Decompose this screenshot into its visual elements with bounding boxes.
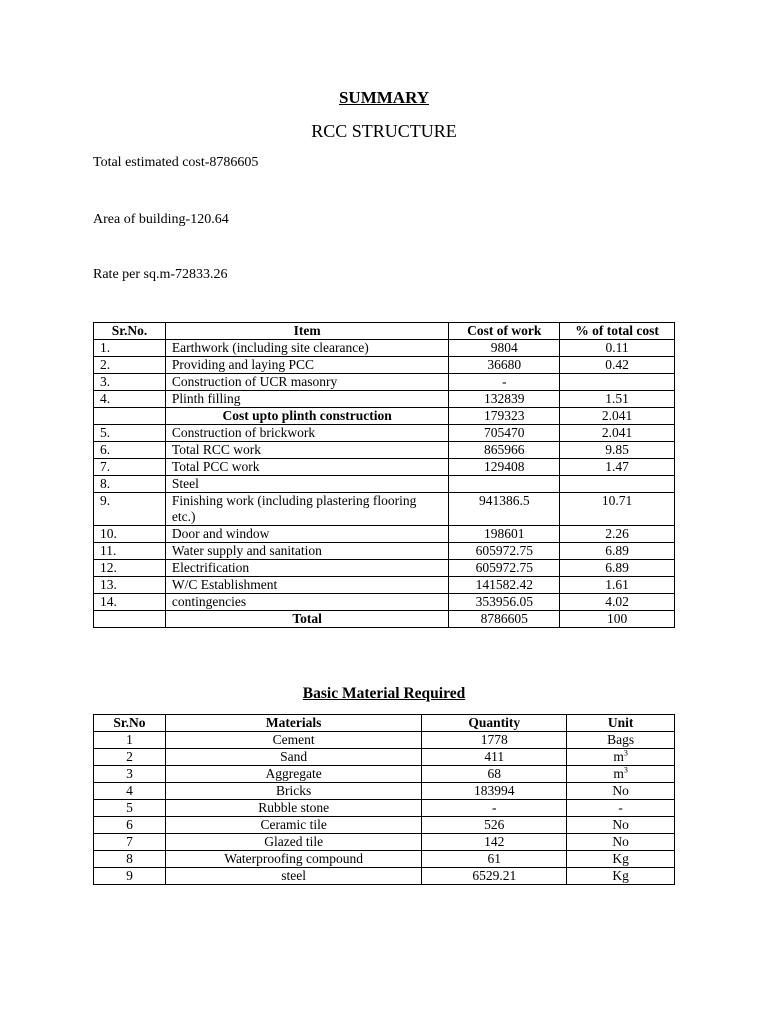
column-header: Cost of work	[449, 323, 560, 340]
sr-no-cell: 8.	[94, 476, 166, 493]
percent-cell: 6.89	[560, 543, 675, 560]
percent-cell: 10.71	[560, 493, 675, 526]
material-table	[93, 714, 675, 885]
material-cell: Bricks	[165, 783, 422, 800]
cost-cell: 605972.75	[449, 560, 560, 577]
table-header-row	[94, 323, 675, 340]
table-row	[94, 577, 675, 594]
item-cell: Earthwork (including site clearance)	[165, 340, 448, 357]
percent-cell: 9.85	[560, 442, 675, 459]
cost-cell: 9804	[449, 340, 560, 357]
unit-cell	[567, 851, 675, 868]
table-row	[94, 611, 675, 628]
cost-cell: 36680	[449, 357, 560, 374]
percent-cell: 0.11	[560, 340, 675, 357]
item-cell: Construction of brickwork	[165, 425, 448, 442]
table-row	[94, 340, 675, 357]
sr-no-cell: 6.	[94, 442, 166, 459]
unit-superscript: 3	[623, 748, 628, 758]
sr-no-cell	[94, 408, 166, 425]
item-cell: W/C Establishment	[165, 577, 448, 594]
sr-no-cell: 14.	[94, 594, 166, 611]
item-cell: Total	[165, 611, 448, 628]
item-cell: Cost upto plinth construction	[165, 408, 448, 425]
quantity-cell: 61	[422, 851, 567, 868]
quantity-cell: 68	[422, 766, 567, 783]
material-section-title: Basic Material Required	[302, 685, 466, 702]
sr-no-cell: 1.	[94, 340, 166, 357]
sr-no-cell: 2.	[94, 357, 166, 374]
cost-cell: 132839	[449, 391, 560, 408]
material-cell: Glazed tile	[165, 834, 422, 851]
unit-cell	[567, 783, 675, 800]
table-row	[94, 868, 675, 885]
sr-no-cell: 1	[94, 732, 166, 749]
item-cell: Plinth filling	[165, 391, 448, 408]
unit-superscript: 3	[623, 765, 628, 775]
table-row	[94, 408, 675, 425]
unit-cell	[567, 834, 675, 851]
percent-cell: 1.47	[560, 459, 675, 476]
table-row	[94, 560, 675, 577]
percent-cell: 4.02	[560, 594, 675, 611]
sr-no-cell: 11.	[94, 543, 166, 560]
sr-no-cell: 6	[94, 817, 166, 834]
table-row	[94, 442, 675, 459]
percent-cell: 1.51	[560, 391, 675, 408]
cost-cell: 8786605	[449, 611, 560, 628]
sr-no-cell: 7.	[94, 459, 166, 476]
sr-no-cell: 4	[94, 783, 166, 800]
item-cell: Steel	[165, 476, 448, 493]
material-cell: Waterproofing compound	[165, 851, 422, 868]
sr-no-cell: 13.	[94, 577, 166, 594]
unit-text: Bags	[607, 732, 635, 747]
percent-cell	[560, 476, 675, 493]
sr-no-cell: 4.	[94, 391, 166, 408]
material-cell: Rubble stone	[165, 800, 422, 817]
percent-cell: 100	[560, 611, 675, 628]
building-area-text: Area of building-120.64	[93, 212, 229, 227]
table-row	[94, 834, 675, 851]
unit-text: No	[612, 817, 629, 832]
column-header: Sr.No.	[94, 323, 166, 340]
cost-cell: 865966	[449, 442, 560, 459]
table-row	[94, 594, 675, 611]
table-row	[94, 459, 675, 476]
table-row	[94, 851, 675, 868]
unit-text: m	[613, 766, 624, 781]
page-title: SUMMARY	[338, 88, 430, 107]
percent-cell: 2.041	[560, 425, 675, 442]
item-cell: contingencies	[165, 594, 448, 611]
unit-cell	[567, 749, 675, 766]
quantity-cell: 6529.21	[422, 868, 567, 885]
percent-cell: 2.26	[560, 526, 675, 543]
unit-cell	[567, 800, 675, 817]
percent-cell	[560, 374, 675, 391]
unit-cell	[567, 766, 675, 783]
material-cell: Sand	[165, 749, 422, 766]
unit-text: Kg	[612, 851, 629, 866]
table-row	[94, 800, 675, 817]
item-cell: Finishing work (including plastering flooring etc.)	[165, 493, 448, 526]
percent-cell: 6.89	[560, 560, 675, 577]
item-cell: Electrification	[165, 560, 448, 577]
percent-cell: 1.61	[560, 577, 675, 594]
item-cell: Providing and laying PCC	[165, 357, 448, 374]
column-header: Unit	[567, 715, 675, 732]
table-row	[94, 732, 675, 749]
column-header: Item	[165, 323, 448, 340]
percent-cell: 2.041	[560, 408, 675, 425]
quantity-cell: 526	[422, 817, 567, 834]
table-row	[94, 391, 675, 408]
sr-no-cell: 2	[94, 749, 166, 766]
column-header: Materials	[165, 715, 422, 732]
page-subtitle: RCC STRUCTURE	[311, 121, 457, 141]
cost-summary-table	[93, 322, 675, 628]
table-row	[94, 817, 675, 834]
item-cell: Door and window	[165, 526, 448, 543]
unit-text: No	[612, 834, 629, 849]
cost-cell: 605972.75	[449, 543, 560, 560]
table-header-row	[94, 715, 675, 732]
item-cell: Water supply and sanitation	[165, 543, 448, 560]
cost-cell: 353956.05	[449, 594, 560, 611]
sr-no-cell: 3.	[94, 374, 166, 391]
column-header: Sr.No	[94, 715, 166, 732]
quantity-cell: 183994	[422, 783, 567, 800]
cost-cell: 198601	[449, 526, 560, 543]
table-row	[94, 493, 675, 526]
sr-no-cell: 10.	[94, 526, 166, 543]
unit-text: Kg	[612, 868, 629, 883]
sr-no-cell: 5.	[94, 425, 166, 442]
sr-no-cell	[94, 611, 166, 628]
material-cell: Ceramic tile	[165, 817, 422, 834]
sr-no-cell: 12.	[94, 560, 166, 577]
quantity-cell: 1778	[422, 732, 567, 749]
unit-text: m	[613, 749, 624, 764]
material-cell: steel	[165, 868, 422, 885]
table-row	[94, 476, 675, 493]
sr-no-cell: 5	[94, 800, 166, 817]
table-row	[94, 425, 675, 442]
cost-cell: -	[449, 374, 560, 391]
item-cell: Total RCC work	[165, 442, 448, 459]
unit-cell	[567, 868, 675, 885]
unit-text: -	[618, 800, 623, 815]
table-row	[94, 783, 675, 800]
quantity-cell: 142	[422, 834, 567, 851]
cost-cell: 141582.42	[449, 577, 560, 594]
table-row	[94, 526, 675, 543]
table-row	[94, 543, 675, 560]
sr-no-cell: 7	[94, 834, 166, 851]
quantity-cell: 411	[422, 749, 567, 766]
sr-no-cell: 9	[94, 868, 166, 885]
table-row	[94, 766, 675, 783]
rate-per-sqm-text: Rate per sq.m-72833.26	[93, 267, 228, 282]
unit-cell	[567, 732, 675, 749]
cost-cell: 941386.5	[449, 493, 560, 526]
sr-no-cell: 8	[94, 851, 166, 868]
material-cell: Cement	[165, 732, 422, 749]
cost-cell: 179323	[449, 408, 560, 425]
cost-cell: 129408	[449, 459, 560, 476]
cost-cell: 705470	[449, 425, 560, 442]
total-cost-text: Total estimated cost-8786605	[93, 155, 259, 170]
material-cell: Aggregate	[165, 766, 422, 783]
table-row	[94, 374, 675, 391]
table-row	[94, 749, 675, 766]
table-row	[94, 357, 675, 374]
cost-cell	[449, 476, 560, 493]
item-cell: Total PCC work	[165, 459, 448, 476]
sr-no-cell: 3	[94, 766, 166, 783]
column-header: Quantity	[422, 715, 567, 732]
column-header: % of total cost	[560, 323, 675, 340]
unit-cell	[567, 817, 675, 834]
item-cell: Construction of UCR masonry	[165, 374, 448, 391]
quantity-cell: -	[422, 800, 567, 817]
sr-no-cell: 9.	[94, 493, 166, 526]
unit-text: No	[612, 783, 629, 798]
percent-cell: 0.42	[560, 357, 675, 374]
